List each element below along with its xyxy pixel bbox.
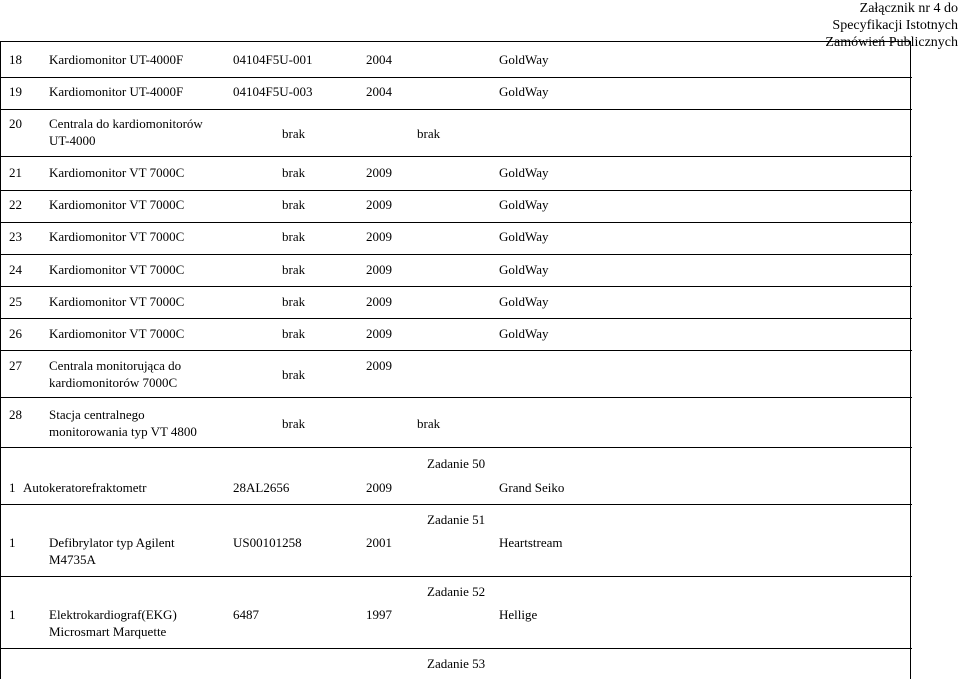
header-line-3: Zamówień Publicznych (825, 35, 958, 50)
production-year: 2009 (366, 165, 392, 180)
production-year: brak (417, 416, 441, 431)
serial-number: brak (282, 262, 306, 277)
row-number: 21 (9, 165, 22, 180)
manufacturer: Heartstream (499, 535, 563, 550)
section-title: Zadanie 53 (427, 656, 486, 671)
manufacturer: GoldWay (499, 326, 549, 341)
production-year: 2009 (366, 262, 392, 277)
row-divider (1, 504, 912, 505)
serial-number: brak (282, 326, 306, 341)
row-divider (1, 109, 912, 110)
row-number: 1 (9, 607, 16, 622)
row-number: 1 (9, 480, 16, 495)
manufacturer: GoldWay (499, 229, 549, 244)
serial-number: brak (282, 126, 306, 141)
device-name: Autokeratorefraktometr (23, 480, 147, 495)
row-divider (1, 77, 912, 78)
row-divider (1, 156, 912, 157)
manufacturer: Hellige (499, 607, 538, 622)
row-divider (1, 190, 912, 191)
production-year: 2009 (366, 358, 392, 373)
row-divider (1, 350, 912, 351)
production-year: 2004 (366, 84, 392, 99)
production-year: 2009 (366, 197, 392, 212)
row-divider (1, 397, 912, 398)
device-name-continued: M4735A (49, 552, 96, 567)
row-number: 24 (9, 262, 22, 277)
serial-number: US00101258 (233, 535, 302, 550)
serial-number: brak (282, 197, 306, 212)
device-name-continued: UT-4000 (49, 133, 96, 148)
serial-number: 04104F5U-003 (233, 84, 313, 99)
row-divider (1, 648, 912, 649)
device-name: Kardiomonitor VT 7000C (49, 165, 185, 180)
manufacturer: GoldWay (499, 52, 549, 67)
header-line-2: Specyfikacji Istotnych (832, 18, 958, 33)
row-divider (1, 254, 912, 255)
device-name: Kardiomonitor VT 7000C (49, 229, 185, 244)
production-year: 1997 (366, 607, 392, 622)
device-name: Kardiomonitor UT-4000F (49, 52, 184, 67)
serial-number: 6487 (233, 607, 259, 622)
row-number: 1 (9, 535, 16, 550)
manufacturer: GoldWay (499, 165, 549, 180)
serial-number: 04104F5U-001 (233, 52, 313, 67)
row-divider (1, 576, 912, 577)
row-number: 22 (9, 197, 22, 212)
section-title: Zadanie 50 (427, 456, 486, 471)
equipment-table (0, 41, 911, 679)
row-divider (1, 286, 912, 287)
device-name: Centrala do kardiomonitorów (49, 116, 203, 131)
row-number: 25 (9, 294, 22, 309)
production-year: 2004 (366, 52, 392, 67)
manufacturer: GoldWay (499, 197, 549, 212)
manufacturer: GoldWay (499, 262, 549, 277)
device-name-continued: monitorowania typ VT 4800 (49, 424, 197, 439)
row-number: 18 (9, 52, 22, 67)
device-name: Stacja centralnego (49, 407, 145, 422)
device-name: Centrala monitorująca do (49, 358, 182, 373)
manufacturer: Grand Seiko (499, 480, 565, 495)
device-name: Kardiomonitor VT 7000C (49, 262, 185, 277)
header-line-1: Załącznik nr 4 do (859, 1, 958, 16)
row-number: 27 (9, 358, 22, 373)
manufacturer: GoldWay (499, 84, 549, 99)
row-divider (1, 318, 912, 319)
section-title: Zadanie 51 (427, 512, 486, 527)
row-number: 28 (9, 407, 22, 422)
production-year: 2001 (366, 535, 392, 550)
device-name: Kardiomonitor VT 7000C (49, 326, 185, 341)
serial-number: brak (282, 367, 306, 382)
serial-number: brak (282, 294, 306, 309)
production-year: 2009 (366, 294, 392, 309)
section-title: Zadanie 52 (427, 584, 486, 599)
row-divider (1, 222, 912, 223)
device-name: Defibrylator typ Agilent (49, 535, 175, 550)
device-name: Kardiomonitor VT 7000C (49, 294, 185, 309)
row-number: 26 (9, 326, 22, 341)
row-number: 19 (9, 84, 22, 99)
serial-number: brak (282, 165, 306, 180)
production-year: brak (417, 126, 441, 141)
row-number: 23 (9, 229, 22, 244)
device-name: Kardiomonitor VT 7000C (49, 197, 185, 212)
row-number: 20 (9, 116, 22, 131)
device-name: Elektrokardiograf(EKG) (49, 607, 177, 622)
production-year: 2009 (366, 229, 392, 244)
row-divider (1, 447, 912, 448)
production-year: 2009 (366, 326, 392, 341)
device-name-continued: Microsmart Marquette (49, 624, 167, 639)
serial-number: 28AL2656 (233, 480, 290, 495)
production-year: 2009 (366, 480, 392, 495)
device-name-continued: kardiomonitorów 7000C (49, 375, 178, 390)
manufacturer: GoldWay (499, 294, 549, 309)
serial-number: brak (282, 416, 306, 431)
device-name: Kardiomonitor UT-4000F (49, 84, 184, 99)
serial-number: brak (282, 229, 306, 244)
